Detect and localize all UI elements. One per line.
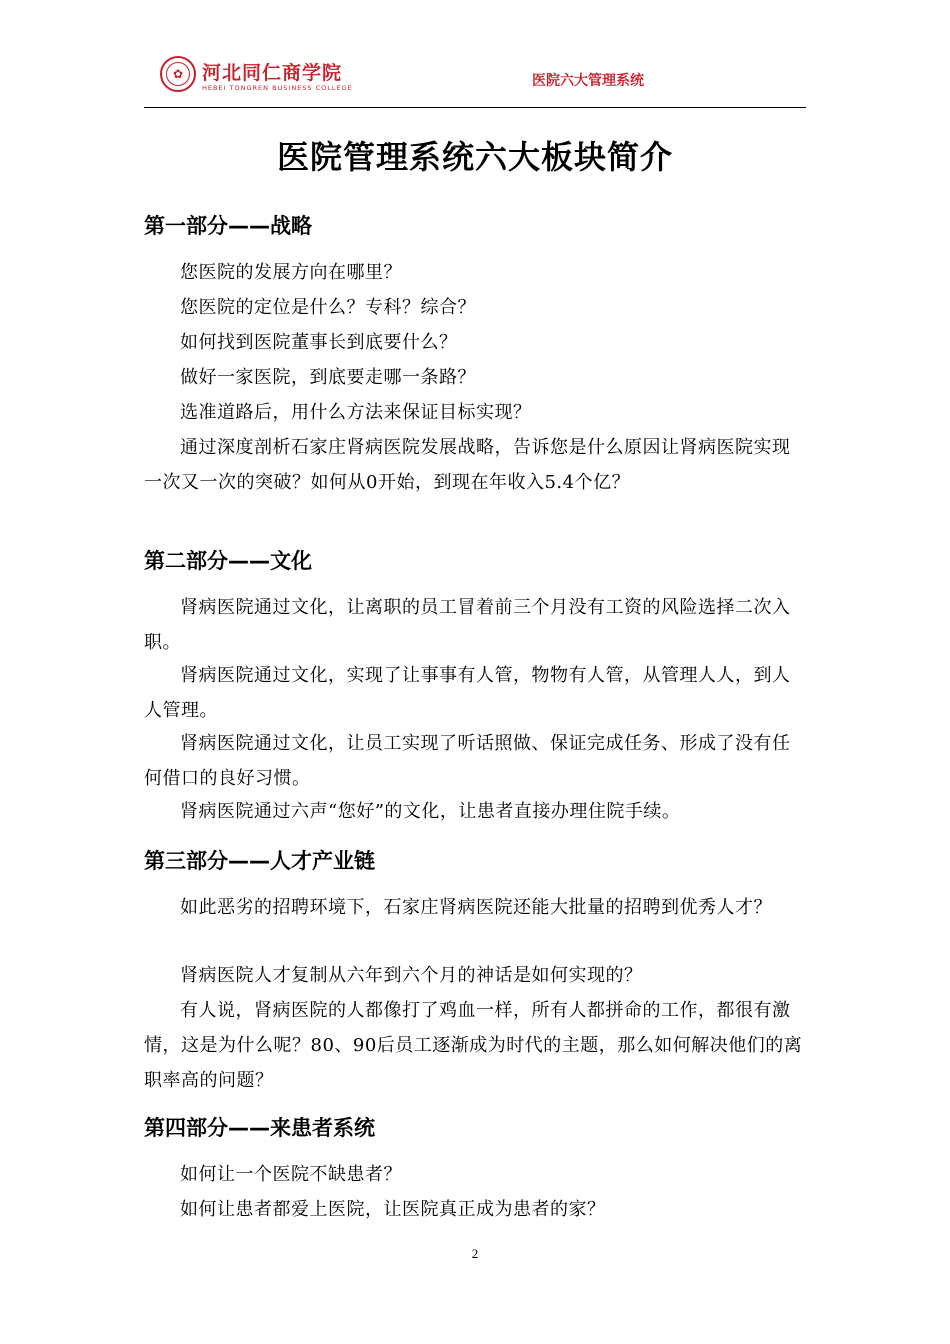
section-heading-strategy: 第一部分——战略 bbox=[144, 214, 312, 238]
paragraph: 您医院的定位是什么？专科？综合？ bbox=[180, 297, 476, 318]
logo-subtitle: HEBEI TONGREN BUSINESS COLLEGE bbox=[202, 84, 353, 92]
paragraph: 通过深度剖析石家庄肾病医院发展战略，告诉您是什么原因让肾病医院实现一次又一次的突破？如何从0开始，到现在年收入5.4个亿？ bbox=[144, 437, 791, 493]
paragraph: 如何让患者都爱上医院，让医院真正成为患者的家？ bbox=[180, 1199, 606, 1220]
paragraph: 肾病医院通过文化，让员工实现了听话照做、保证完成任务、形成了没有任何借口的良好习惯。 bbox=[144, 733, 791, 789]
document-title: 医院管理系统六大板块简介 bbox=[276, 138, 673, 176]
section-heading-talent-chain: 第三部分——人才产业链 bbox=[144, 849, 375, 873]
header-title: 医院六大管理系统 bbox=[532, 73, 644, 89]
paragraph: 肾病医院通过文化，实现了让事事有人管，物物有人管，从管理人人，到人人管理。 bbox=[144, 665, 791, 721]
paragraph: 肾病医院人才复制从六年到六个月的神话是如何实现的？ bbox=[180, 965, 643, 986]
paragraph: 有人说，肾病医院的人都像打了鸡血一样，所有人都拼命的工作，都很有激情，这是为什么呢？80、90后员工逐渐成为时代的主题，那么如何解决他们的离职率高的问题？ bbox=[144, 1000, 803, 1091]
paragraph: 如此恶劣的招聘环境下，石家庄肾病医院还能大批量的招聘到优秀人才？ bbox=[180, 897, 772, 918]
paragraph: 做好一家医院，到底要走哪一条路？ bbox=[180, 367, 476, 388]
paragraph: 您医院的发展方向在哪里？ bbox=[180, 262, 402, 283]
college-logo bbox=[160, 56, 360, 100]
paragraph: 如何让一个医院不缺患者？ bbox=[180, 1164, 402, 1185]
page-header bbox=[144, 52, 806, 108]
paragraph: 肾病医院通过文化，让离职的员工冒着前三个月没有工资的风险选择二次入职。 bbox=[144, 597, 791, 653]
section-heading-culture: 第二部分——文化 bbox=[144, 549, 312, 573]
section-heading-patient-system: 第四部分——来患者系统 bbox=[144, 1116, 375, 1140]
logo-name: 河北同仁商学院 bbox=[202, 62, 343, 84]
paragraph: 选准道路后，用什么方法来保证目标实现？ bbox=[180, 402, 532, 423]
paragraph: 如何找到医院董事长到底要什么？ bbox=[180, 332, 458, 353]
seal-icon: ✿ bbox=[160, 56, 196, 92]
page-number: 2 bbox=[471, 1246, 479, 1261]
paragraph: 肾病医院通过六声“您好”的文化，让患者直接办理住院手续。 bbox=[180, 801, 681, 822]
header-divider bbox=[144, 107, 806, 108]
